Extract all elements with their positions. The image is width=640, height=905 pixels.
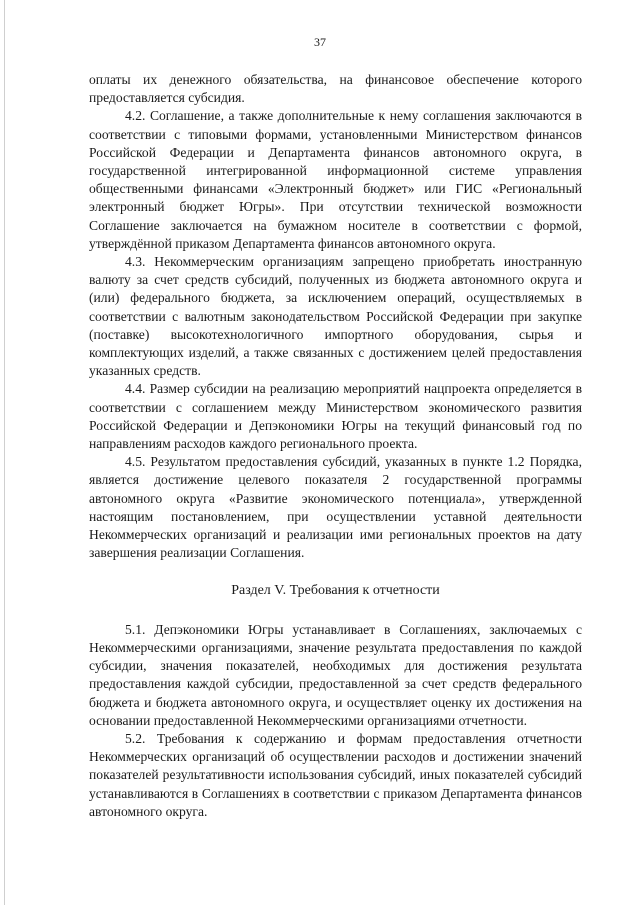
page-edge (4, 0, 5, 905)
paragraph-4-4: 4.4. Размер субсидии на реализацию мероприятий нацпроекта определяется в соответствии с соглашением между Министерством экономического развития Российской Федерации и Депэкономики Югры на текущий финансовый год по направлениям расходов каждого регионального проекта. (89, 381, 582, 452)
paragraph-4-5: 4.5. Результатом предоставления субсидий, указанных в пункте 1.2 Порядка, является достижение целевого показателя 2 государственной программы автономного округа «Развитие экономического потенциала», утвержденной настоящим постановлением, при осуществлении уставной деятельности Некоммерческих организаций и реализации ими региональных проектов на дату завершения реализации Соглашения. (89, 454, 582, 561)
document-body (89, 71, 582, 821)
page-number: 37 (314, 35, 326, 49)
paragraph-continuation: оплаты их денежного обязательства, на финансовое обеспечение которого предоставляется субсидия. (89, 72, 582, 106)
paragraph-5-1: 5.1. Депэкономики Югры устанавливает в Соглашениях, заключаемых с Некоммерческими организациями, значение результата предоставления по каждой субсидии, значения показателей, необходимых для достижения результата предоставления каждой субсидии, предоставленной за счет средств федерального бюджета и бюджета автономного округа, и осуществляет оценку их достижения на основании предоставленной Некоммерческими организациями отчетности. (89, 621, 582, 728)
section-heading: Раздел V. Требования к отчетности (231, 583, 440, 599)
paragraph-4-2: 4.2. Соглашение, а также дополнительные к нему соглашения заключаются в соответствии с типовыми формами, установленными Министерством финансов Российской Федерации и Департамента финансов автономного округа, в государственной интегрированной информационной системе управления общественными финансами «Электронный бюджет» или ГИС «Региональный электронный бюджет Югры». При отсутствии технической возможности Соглашение заключается на бумажном носителе в соответствии с формой, утверждённой приказом Департамента финансов автономного округа. (89, 108, 582, 251)
paragraph-5-2: 5.2. Требования к содержанию и формам предоставления отчетности Некоммерческих организаций об осуществлении расходов и достижении значений показателей результативности использования субсидий, иных показателей субсидий устанавливаются в Соглашениях в соответствии с приказом Департамента финансов автономного округа. (89, 730, 582, 819)
paragraph-4-3: 4.3. Некоммерческим организациям запрещено приобретать иностранную валюту за счет средств субсидий, полученных из бюджета автономного округа и (или) федерального бюджета, за исключением операций, осуществляемых в соответствии с валютным законодательством Российской Федерации при закупке (поставке) высокотехнологичного импортного оборудования, сырья и комплектующих изделий, а также связанных с достижением целей предоставления указанных средств. (89, 254, 582, 379)
